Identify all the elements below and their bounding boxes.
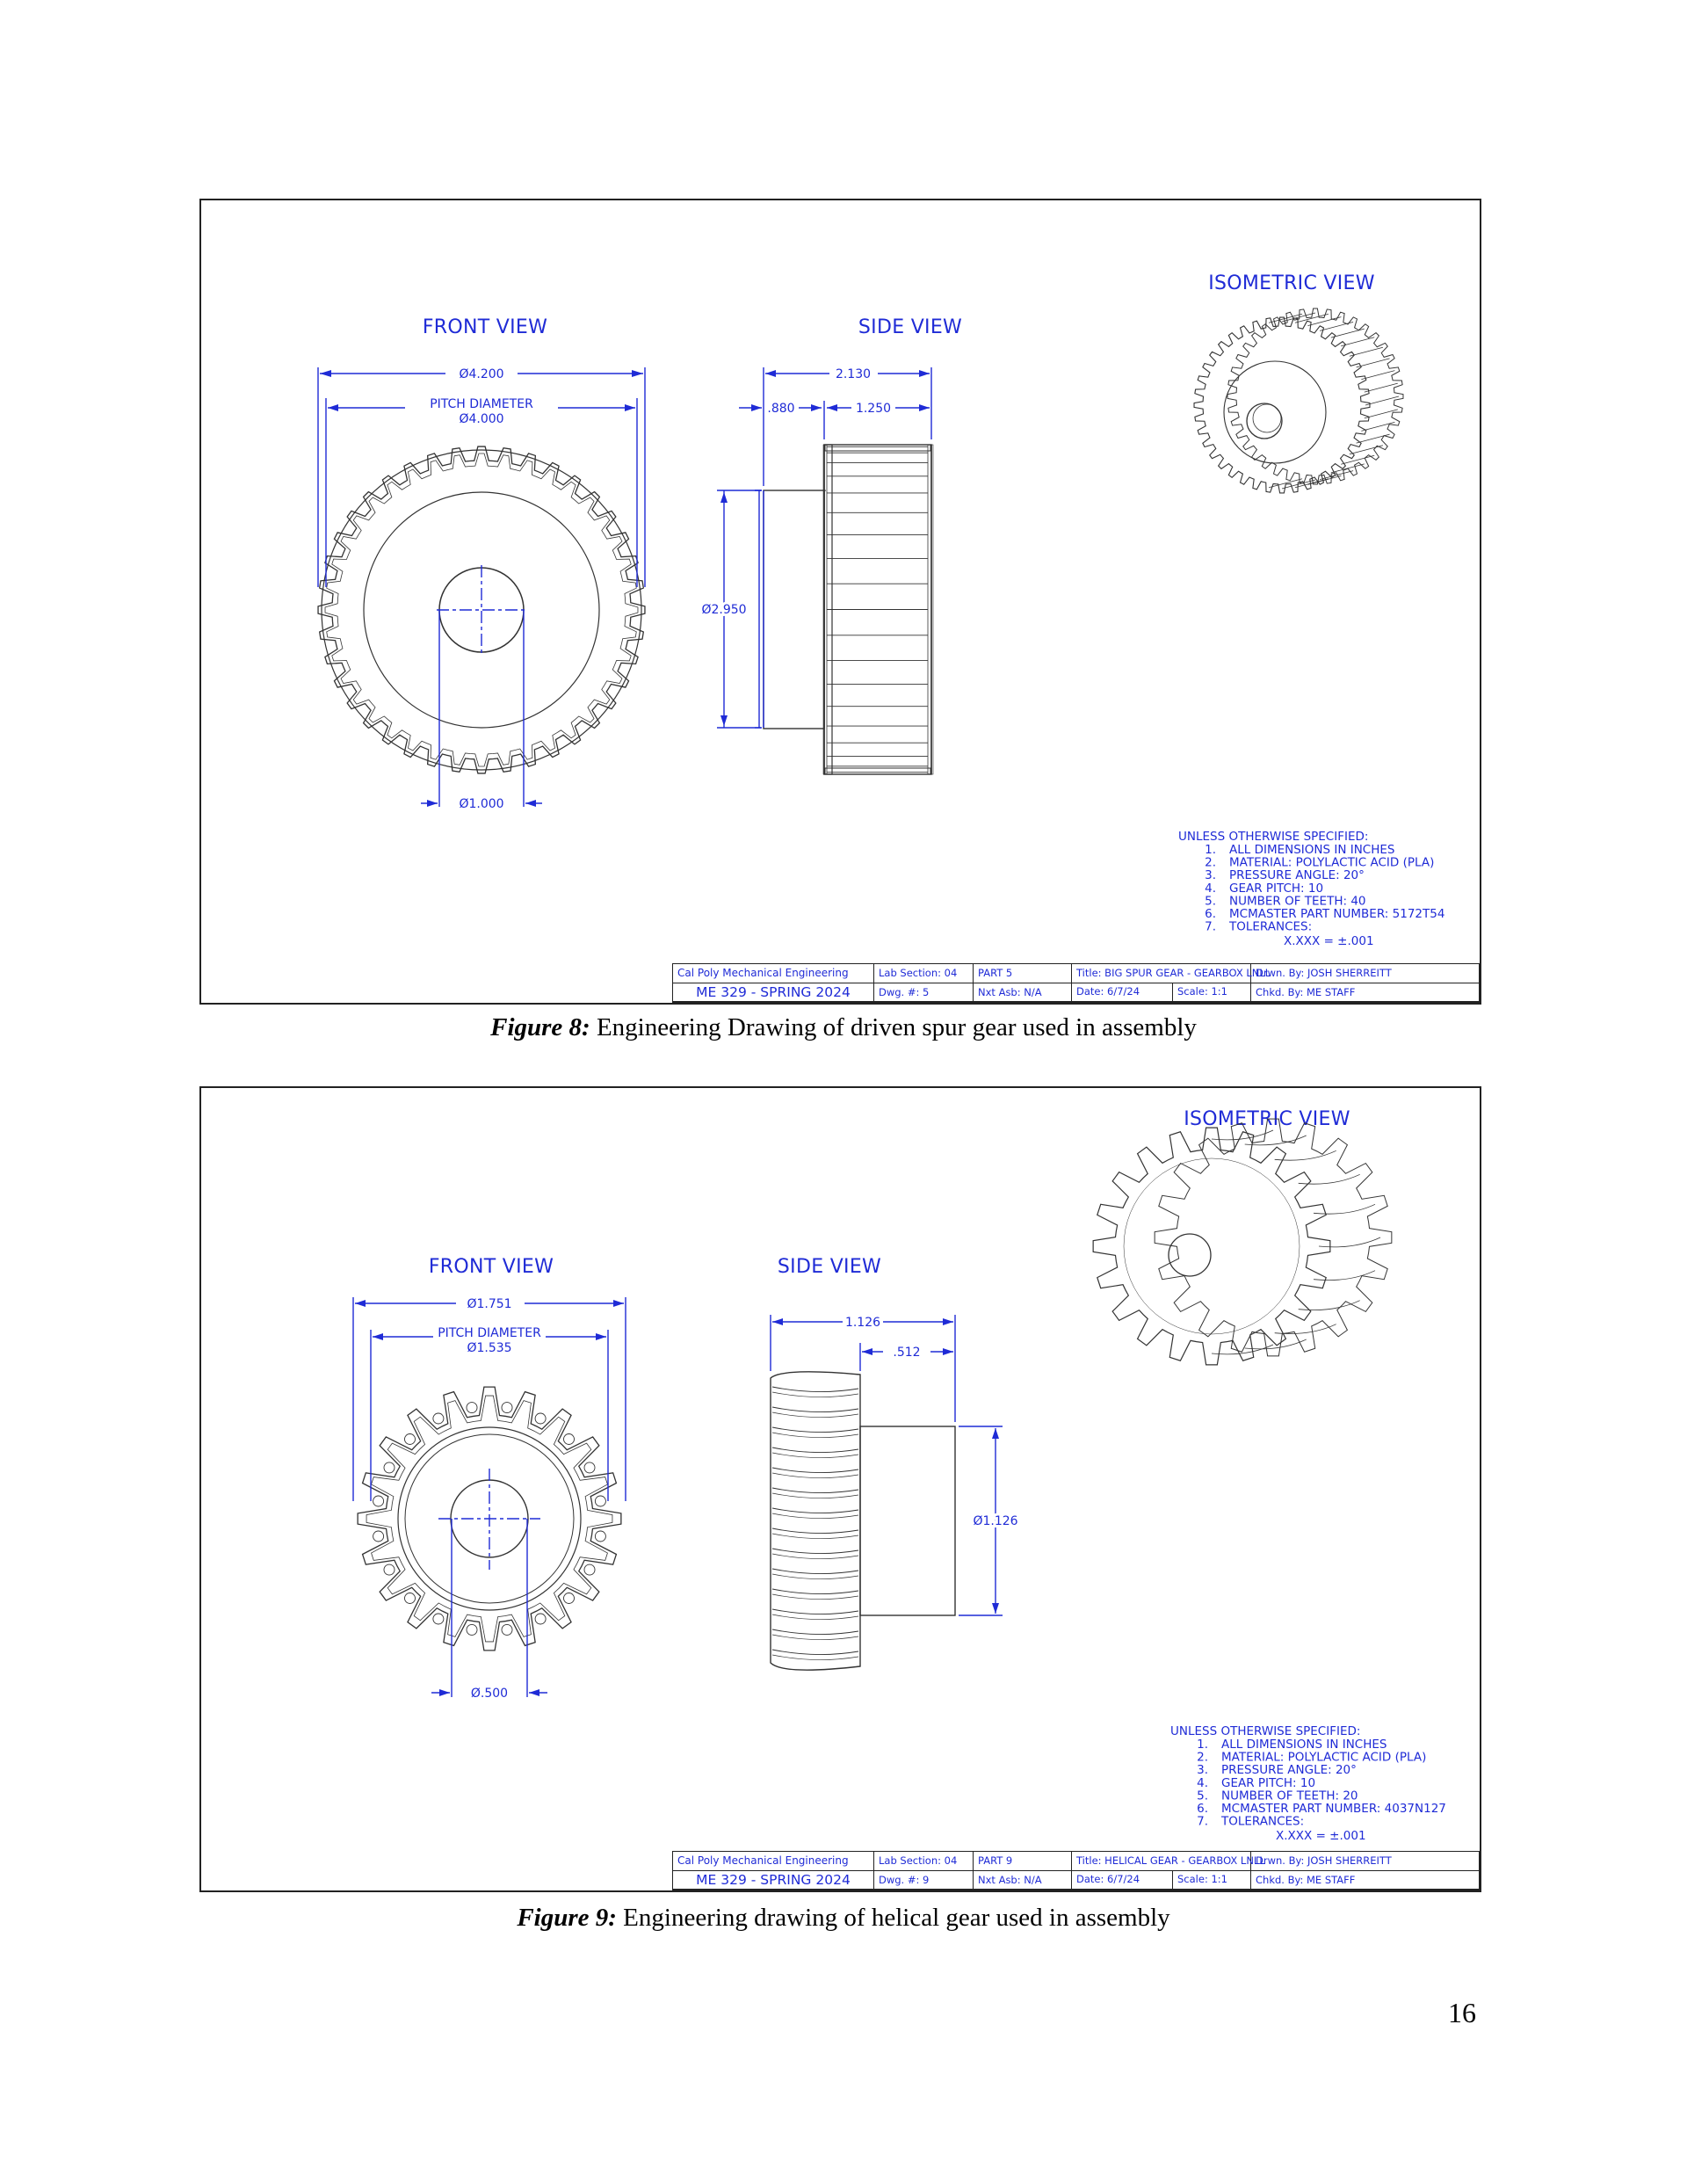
isometric-spur-gear [1194, 308, 1403, 493]
note-number: 5. [1197, 1789, 1208, 1803]
note-number: 7. [1205, 919, 1216, 934]
caption-label: Figure 9: [517, 1904, 617, 1932]
hub-diameter-dim: Ø1.126 [973, 1514, 1018, 1528]
tb-title: Title: BIG SPUR GEAR - GEARBOX LNLL [1072, 964, 1251, 983]
tb-org: Cal Poly Mechanical Engineering [673, 964, 874, 983]
tb-checked: Chkd. By: ME STAFF [1251, 1871, 1481, 1890]
tb-date: Date: 6/7/24 [1072, 983, 1173, 1001]
tb-course: ME 329 - SPRING 2024 [673, 983, 874, 1002]
pitch-diameter-dim: Ø1.535 [467, 1341, 512, 1355]
notes-heading: UNLESS OTHERWISE SPECIFIED: [1170, 1724, 1361, 1738]
tb-part: PART 9 [974, 1852, 1072, 1871]
caption-text: Engineering Drawing of driven spur gear used in assembly [590, 1013, 1197, 1041]
isometric-helical-gear [1093, 1119, 1392, 1365]
hub-dia-dimension-lines [701, 490, 746, 728]
note-number: 2. [1205, 855, 1216, 870]
side-view-title: SIDE VIEW [777, 1256, 882, 1278]
tb-dwg: Dwg. #: 5 [874, 983, 974, 1002]
figure-9-caption [0, 1904, 1687, 1933]
tb-date-scale [1072, 983, 1251, 1002]
pitch-diameter-label: PITCH DIAMETER [438, 1326, 541, 1340]
caption-text: Engineering drawing of helical gear used in assembly [616, 1904, 1170, 1932]
pitch-diameter-dim: Ø4.000 [459, 412, 504, 426]
isometric-view-title: ISOMETRIC VIEW [1208, 272, 1375, 294]
front-view-title: FRONT VIEW [428, 1256, 554, 1278]
tb-lab: Lab Section: 04 [874, 1852, 974, 1871]
note-text: TOLERANCES: [1221, 1814, 1305, 1829]
bore-diameter-dim: Ø.500 [470, 1687, 509, 1701]
isometric-view-title: ISOMETRIC VIEW [1184, 1108, 1350, 1130]
tb-checked: Chkd. By: ME STAFF [1251, 983, 1481, 1002]
outer-diameter-dim: Ø4.200 [459, 367, 504, 381]
figure-8-caption [0, 1013, 1687, 1042]
title-block [672, 963, 1480, 1003]
side-view-dimensions [771, 1315, 1018, 1615]
overall-width-dim: 2.130 [835, 367, 872, 381]
note-number: 3. [1205, 868, 1216, 883]
general-notes [1170, 1724, 1446, 1843]
tb-scale: Scale: 1:1 [1177, 1873, 1227, 1885]
note-number: 6. [1205, 907, 1216, 921]
tb-part: PART 5 [974, 964, 1072, 983]
tb-org: Cal Poly Mechanical Engineering [673, 1852, 874, 1871]
note-text: PRESSURE ANGLE: 20° [1221, 1763, 1357, 1778]
notes-heading: UNLESS OTHERWISE SPECIFIED: [1178, 830, 1369, 844]
front-view-spur-gear [318, 446, 645, 773]
note-text: MCMASTER PART NUMBER: 5172T54 [1229, 907, 1445, 921]
tb-scale: Scale: 1:1 [1177, 985, 1227, 998]
front-view-title: FRONT VIEW [422, 316, 548, 338]
tb-nxt: Nxt Asb: N/A [974, 1871, 1072, 1890]
hub-length-dim: .512 [893, 1346, 921, 1360]
note-text: NUMBER OF TEETH: 40 [1229, 894, 1366, 909]
note-text: ALL DIMENSIONS IN INCHES [1221, 1738, 1387, 1752]
tb-date-scale [1072, 1871, 1251, 1890]
pitch-diameter-label: PITCH DIAMETER [430, 397, 533, 411]
note-number: 2. [1197, 1750, 1208, 1765]
face-width-dim: 1.250 [855, 402, 892, 416]
note-number: 4. [1197, 1775, 1208, 1790]
note-text: TOLERANCES: [1229, 919, 1313, 934]
tb-lab: Lab Section: 04 [874, 964, 974, 983]
tb-dwg: Dwg. #: 9 [874, 1871, 974, 1890]
general-notes [1178, 830, 1444, 948]
tb-date: Date: 6/7/24 [1072, 1871, 1173, 1889]
drawing-sheet-spur-gear [199, 199, 1481, 1005]
note-text: NUMBER OF TEETH: 20 [1221, 1789, 1358, 1803]
note-number: 6. [1197, 1802, 1208, 1816]
note-number: 1. [1205, 843, 1216, 857]
outer-diameter-dim: Ø1.751 [467, 1297, 512, 1311]
note-text: MCMASTER PART NUMBER: 4037N127 [1221, 1802, 1446, 1816]
tolerance-value: X.XXX = ±.001 [1284, 934, 1374, 948]
caption-label: Figure 8: [490, 1013, 590, 1041]
drawing-sheet-helical-gear [199, 1086, 1481, 1892]
tb-title: Title: HELICAL GEAR - GEARBOX LNLL [1072, 1852, 1251, 1871]
note-text: MATERIAL: POLYLACTIC ACID (PLA) [1221, 1750, 1427, 1765]
note-number: 5. [1205, 894, 1216, 909]
side-view-title: SIDE VIEW [858, 316, 963, 338]
front-view-helical-gear [358, 1387, 621, 1651]
note-text: MATERIAL: POLYLACTIC ACID (PLA) [1229, 855, 1435, 870]
note-number: 3. [1197, 1763, 1208, 1778]
note-text: ALL DIMENSIONS IN INCHES [1229, 843, 1395, 857]
tb-drawn: Drwn. By: JOSH SHERREITT [1251, 964, 1481, 983]
tb-drawn: Drwn. By: JOSH SHERREITT [1251, 1852, 1481, 1871]
note-number: 4. [1205, 881, 1216, 896]
note-text: PRESSURE ANGLE: 20° [1229, 868, 1365, 883]
tb-course: ME 329 - SPRING 2024 [673, 1871, 874, 1890]
title-block [672, 1851, 1480, 1890]
side-view-helical-gear [771, 1372, 955, 1670]
note-text: GEAR PITCH: 10 [1221, 1775, 1316, 1790]
side-view-spur-gear [823, 445, 933, 774]
note-number: 7. [1197, 1814, 1208, 1829]
hub-diameter-dim: Ø2.950 [701, 603, 747, 617]
side-view-hub-true [764, 490, 824, 729]
bore-diameter-dim: Ø1.000 [459, 797, 504, 811]
hub-length-dim: .880 [767, 402, 795, 416]
tb-nxt: Nxt Asb: N/A [974, 983, 1072, 1002]
tolerance-value: X.XXX = ±.001 [1276, 1829, 1366, 1843]
note-number: 1. [1197, 1738, 1208, 1752]
note-text: GEAR PITCH: 10 [1229, 881, 1324, 896]
page-number: 16 [1448, 1997, 1476, 2028]
overall-width-dim: 1.126 [844, 1316, 881, 1330]
